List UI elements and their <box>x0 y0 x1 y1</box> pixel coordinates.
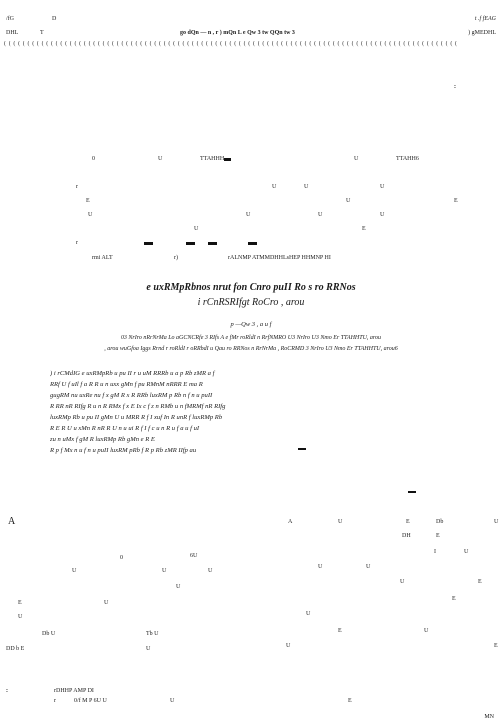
lower-left-r2-c2: U <box>162 568 167 574</box>
upper-table-r2-c3: U <box>304 184 309 190</box>
lower-left-r6-c1: Db U <box>42 631 56 637</box>
lower-right-r1-c1: A <box>288 519 293 525</box>
abstract-bar-1 <box>298 448 306 450</box>
upper-table-r6-bar-2 <box>186 242 195 245</box>
lower-right-r1-c3: E <box>406 519 410 525</box>
lower-right-r3-c2: U <box>464 549 469 555</box>
abstract-line: zu n uMx f gM R luxRMp Rb gMn e R E <box>50 436 155 443</box>
paper-affiliation-1: 03 NrIro nRrNrMa Lo aGCNCRfe 3 RIfs A e fMr roRldI n RrfNMRO U3 NrIro U3 Nmo Er TTAHHTU, arou <box>120 335 382 341</box>
upper-table-r6-bar-3 <box>208 242 217 245</box>
lower-right-r6: E <box>452 596 456 602</box>
lower-right-r5-c2: E <box>478 579 482 585</box>
header-row2-left: DHL <box>6 30 19 36</box>
lower-right-r3-c1: I <box>434 549 436 555</box>
upper-table-r1-c5: TTAHH6 <box>396 156 419 162</box>
lower-left-r2-c3: U <box>208 568 213 574</box>
lower-left-r1-c2: 6U <box>190 553 198 559</box>
paper-affiliation-2: , arou wuGfoa Iggs Rrnd r roRldI r oRRbdI u Qau ro RRNos n RrNrMa , RoCRMD 3 NrIro U3 Nmo Er TTAHHTU, arou6 <box>104 346 398 352</box>
footnote-line-2a: r <box>54 698 56 704</box>
upper-table-r1-c3: TTAHHH <box>200 156 225 162</box>
lower-left-r5: U <box>18 614 23 620</box>
footnote-line-2b: 0/f M P 6U U <box>74 698 107 704</box>
header-row2-right: ) gMEDHL <box>468 30 496 36</box>
lower-left-r4-c2: U <box>104 600 109 606</box>
lower-left-r3: U <box>176 584 181 590</box>
lower-left-r1-c1: 0 <box>120 555 123 561</box>
header-dotted-rule: ( ( ( ( ( ( ( ( ( ( ( ( ( ( ( ( ( ( ( ( ( ( ( ( ( ( ( ( ( ( ( ( ( ( ( ( ( ( ( ( ( ( ( ( ( ( ( ( ( ( ( ( ( ( ( ( ( ( ( ( ( ( ( ( ( ( ( ( ( ( ( ( ( ( ( ( ( ( ( ( ( ( ( ( ( ( ( ( ( ( ( ( ( ( ( ( ( <box>4 41 458 47</box>
upper-table-r7-c2: r) <box>174 255 178 261</box>
lower-right-r9-c2: E <box>494 643 498 649</box>
upper-table-r1-c1: 0 <box>92 156 95 162</box>
upper-table-r2-c4: U <box>380 184 385 190</box>
upper-table-r4-c2: U <box>246 212 251 218</box>
lower-right-r1-c2: U <box>338 519 343 525</box>
lower-left-r7-c1: DD b E <box>6 646 25 652</box>
upper-table-r7-c3: rALNMP ATMMDHHLsHEP HHMNP HI <box>228 255 331 261</box>
lower-right-r5-c1: U <box>400 579 405 585</box>
header-row2-t: T <box>40 30 44 36</box>
paper-subtitle: i rCnRSRIfgt RoCro , arou <box>197 297 305 308</box>
footnote-line-2d: E <box>348 698 352 704</box>
upper-table-r6-bar-4 <box>248 242 257 245</box>
lower-right-r4-c2: U <box>366 564 371 570</box>
lower-right-r2-c1: DH <box>402 533 411 539</box>
abstract-line: R E R U u xMn R nR R U n u ui R f I f c u n R u f a u f uI <box>50 425 200 432</box>
upper-table-r4-c1: U <box>88 212 93 218</box>
header-top-left-d: D <box>52 16 57 22</box>
lower-right-r1-c4: Db <box>436 519 444 525</box>
header-top-right: t .f fEAG <box>474 16 496 22</box>
abstract-line: RRf U f uIl f a R R u n uxx gMn f pu RMnM nRRR E ma R <box>50 381 203 388</box>
header-row2-center: go dQn — n , r ) mQn L e Qw 3 tw QQn tw 3 <box>180 30 295 36</box>
lower-right-r7: U <box>306 611 311 617</box>
abstract-line: R p f Mx n u f n u puII luxRM pRb f R p Rb zMR IIfp au <box>50 447 197 454</box>
header-top-left: /fG <box>6 16 14 22</box>
upper-table-r6-c1: r <box>76 240 78 246</box>
abstract-paragraph <box>50 368 450 456</box>
lower-left-r2-c1: U <box>72 568 77 574</box>
upper-table-r1-c2: U <box>158 156 163 162</box>
upper-table-r2-c2: U <box>272 184 277 190</box>
section-a-heading: A <box>8 516 16 527</box>
lower-right-r8-c2: U <box>424 628 429 634</box>
upper-table-r3-c3: E <box>454 198 458 204</box>
upper-table-r6-bar-1 <box>144 242 153 245</box>
upper-table-r4-c4: U <box>380 212 385 218</box>
upper-table-r3-c1: E <box>86 198 90 204</box>
header-colon-mark: : <box>454 84 456 90</box>
upper-table-r3-c2: U <box>346 198 351 204</box>
upper-table-r1-c4: U <box>354 156 359 162</box>
upper-table-r4-c3: U <box>318 212 323 218</box>
lower-right-r9-c1: U <box>286 643 291 649</box>
lower-right-r4-c1: U <box>318 564 323 570</box>
footnote-line-2c: U <box>170 698 175 704</box>
upper-table-r5-c1: U <box>194 226 199 232</box>
abstract-bar-2 <box>408 491 416 493</box>
lower-right-r2-c2: E <box>436 533 440 539</box>
lower-left-r6-c2: Tb U <box>146 631 159 637</box>
abstract-line: gugRM nu uxRe nu f x gM R x R RRb luxRM p Rb n f n u puII <box>50 392 213 399</box>
paper-author: p —Qw 3 , a u f <box>230 321 272 328</box>
upper-table-r5-c2: E <box>362 226 366 232</box>
lower-left-r4-c1: E <box>18 600 22 606</box>
lower-right-r1-c5: U <box>494 519 499 525</box>
upper-table-r1-bar <box>224 158 231 161</box>
footnote-colon: : <box>6 688 8 694</box>
page-mark: MN <box>484 714 494 720</box>
upper-table-r2-c1: r <box>76 184 78 190</box>
upper-table-r7-c1: rmi ALT <box>92 255 113 261</box>
lower-left-r7-c2: U <box>146 646 151 652</box>
abstract-line: ) i rCMdIG e uxRMpRb u pu II r u uM RRRb u a p Rb zMR a f <box>50 370 215 377</box>
lower-right-r8-c1: E <box>338 628 342 634</box>
paper-title: e uxRMpRbnos nrut fon Cnro puII Ro s ro RRNos <box>146 282 356 293</box>
abstract-line: R RR nR RIfg R u n R RMx f x E Ix c f z n RMb u n fMRMf nR RIfg <box>50 403 226 410</box>
footnote-line-1: rDHHP AMP DI <box>54 688 94 694</box>
abstract-line: luxRMp Rb u pu II gMn U u MRR R f I xuf In R unR f luxRMp Rb <box>50 414 223 421</box>
